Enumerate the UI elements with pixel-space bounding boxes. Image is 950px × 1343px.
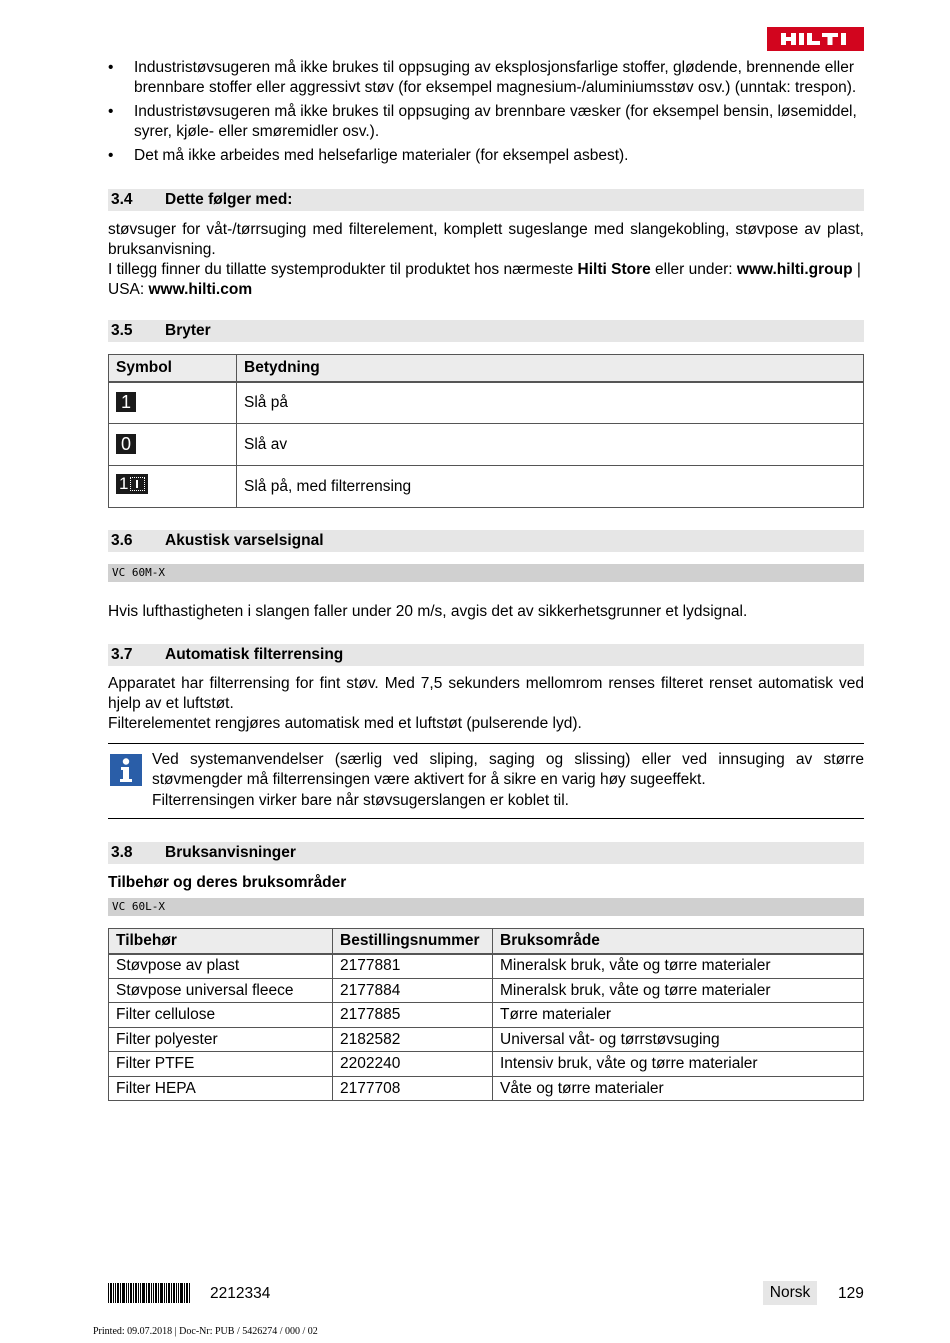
table-cell: 2177881 [333,954,493,979]
table-cell: Filter PTFE [109,1052,333,1077]
section-title: Akustisk varselsignal [165,532,324,549]
table-cell: Støvpose av plast [109,954,333,979]
list-item [108,58,864,97]
model-label: VC 60L-X [108,898,864,916]
accessories-table [108,928,864,1101]
text-part: I tillegg finner du tillatte systemprodukter til produktet hos nærmeste [108,261,578,278]
scope-of-delivery-text: støvsuger for våt-/tørrsuging med filterelement, komplett sugeslange med slangekobling, støvpose av plast, bruksanvisning. [108,221,864,258]
table-cell: Tørre materialer [493,1003,864,1028]
table-cell: 2177885 [333,1003,493,1028]
info-icon [110,754,142,786]
note-paragraph: Ved systemanvendelser (særlig ved sliping, saging og slissing) eller ved innsuging av større støvmengder må filterrensingen være aktivert for å sikre en varig høy sugeeffekt. [152,751,864,788]
symbol-cell [109,382,237,424]
table-cell: 2182582 [333,1027,493,1052]
table-row [109,1052,864,1077]
system-products-text [108,260,864,299]
column-header: Bruksområde [493,929,864,954]
section-heading-3-5 [108,320,864,342]
column-header-symbol: Symbol [109,355,237,382]
hilti-logo [767,27,864,51]
table-header-row [109,355,864,382]
barcode [108,1283,191,1303]
table-cell: Universal våt- og tørrstøvsuging [493,1027,864,1052]
text-part: | USA: [108,261,861,298]
model-label: VC 60M-X [108,564,864,582]
section-number: 3.6 [111,532,133,549]
meaning-cell: Slå av [237,424,864,466]
off-symbol-icon: 0 [116,434,136,454]
bullet-dot: • [108,147,114,164]
section-title: Bryter [165,322,211,339]
table-row [109,1003,864,1028]
table-cell: Mineralsk bruk, våte og tørre materialer [493,978,864,1003]
hilti-group-link[interactable]: www.hilti.group [736,261,853,278]
table-cell: Filter HEPA [109,1076,333,1101]
section-number: 3.5 [111,322,133,339]
table-row [109,954,864,979]
acoustic-signal-text: Hvis lufthastigheten i slangen faller under 20 m/s, avgis det av sikkerhetsgrunner et lydsignal. [108,603,748,620]
table-header-row [109,929,864,954]
table-cell: Filter polyester [109,1027,333,1052]
filter-cleaning-text: Apparatet har filterrensing for fint støv. Med 7,5 sekunders mellomrom renses filteret renset automatisk ved hjelp av et luftstøt. [108,675,864,712]
symbol-cell [109,424,237,466]
bullet-text: Industristøvsugeren må ikke brukes til oppsuging av brennbare væsker (for eksempel bensin, løsemiddel, syrer, kjøle- eller smøremidler osv.). [134,103,857,140]
table-cell: 2177884 [333,978,493,1003]
section-number: 3.8 [111,844,133,861]
table-row [109,978,864,1003]
symbol-cell [109,466,237,508]
table-cell: Mineralsk bruk, våte og tørre materialer [493,954,864,979]
bullet-dot: • [108,103,114,120]
column-header: Tilbehør [109,929,333,954]
section-heading-3-6 [108,530,864,552]
section-heading-3-7 [108,644,864,666]
table-cell: Filter cellulose [109,1003,333,1028]
meaning-cell: Slå på, med filterrensing [237,466,864,508]
column-header: Bestillingsnummer [333,929,493,954]
table-row [109,382,864,424]
section-number: 3.4 [111,191,133,208]
section-title: Automatisk filterrensing [165,646,344,663]
bullet-text: Det må ikke arbeides med helsefarlige materialer (for eksempel asbest). [134,147,629,164]
hilti-store-text: Hilti Store [577,261,651,278]
text-part: eller under: [650,261,737,278]
section-title: Bruksanvisninger [165,844,296,861]
print-info: Printed: 09.07.2018 | Doc-Nr: PUB / 5426274 / 000 / 02 [93,1326,318,1337]
switch-table [108,354,864,508]
note-text [152,750,864,811]
section-number: 3.7 [111,646,133,663]
hilti-com-link[interactable]: www.hilti.com [148,280,253,298]
safety-bullets [108,58,864,171]
list-item [108,146,864,166]
section-heading-3-8 [108,842,864,864]
table-row [109,1076,864,1101]
page-number: 129 [838,1285,864,1302]
list-item [108,102,864,141]
filter-cleaning-text-2: Filterelementet rengjøres automatisk med et luftstøt (pulserende lyd). [108,715,582,732]
table-row [109,424,864,466]
on-symbol-icon: 1 [116,392,136,412]
table-cell: 2202240 [333,1052,493,1077]
column-header-meaning: Betydning [237,355,864,382]
subsection-title: Tilbehør og deres bruksområder [108,874,347,891]
bullet-text: Industristøvsugeren må ikke brukes til oppsuging av eksplosjonsfarlige stoffer, glødende, brennende eller brennbare stoffer eller aggressivt støv (for eksempel magnesium-/aluminiumsstøv osv.) (unntak: trespon). [134,59,857,96]
table-row [109,1027,864,1052]
table-row [109,466,864,508]
table-cell: 2177708 [333,1076,493,1101]
language-label: Norsk [763,1281,817,1305]
table-cell: Intensiv bruk, våte og tørre materialer [493,1052,864,1077]
meaning-cell: Slå på [237,382,864,424]
on-with-filter-cleaning-icon: 1 [116,474,148,494]
info-note [108,743,864,819]
document-number: 2212334 [210,1285,271,1302]
table-cell: Våte og tørre materialer [493,1076,864,1101]
table-cell: Støvpose universal fleece [109,978,333,1003]
section-heading-3-4 [108,189,864,211]
note-paragraph: Filterrensingen virker bare når støvsugerslangen er koblet til. [152,792,569,809]
section-title: Dette følger med: [165,191,293,208]
bullet-dot: • [108,59,114,76]
